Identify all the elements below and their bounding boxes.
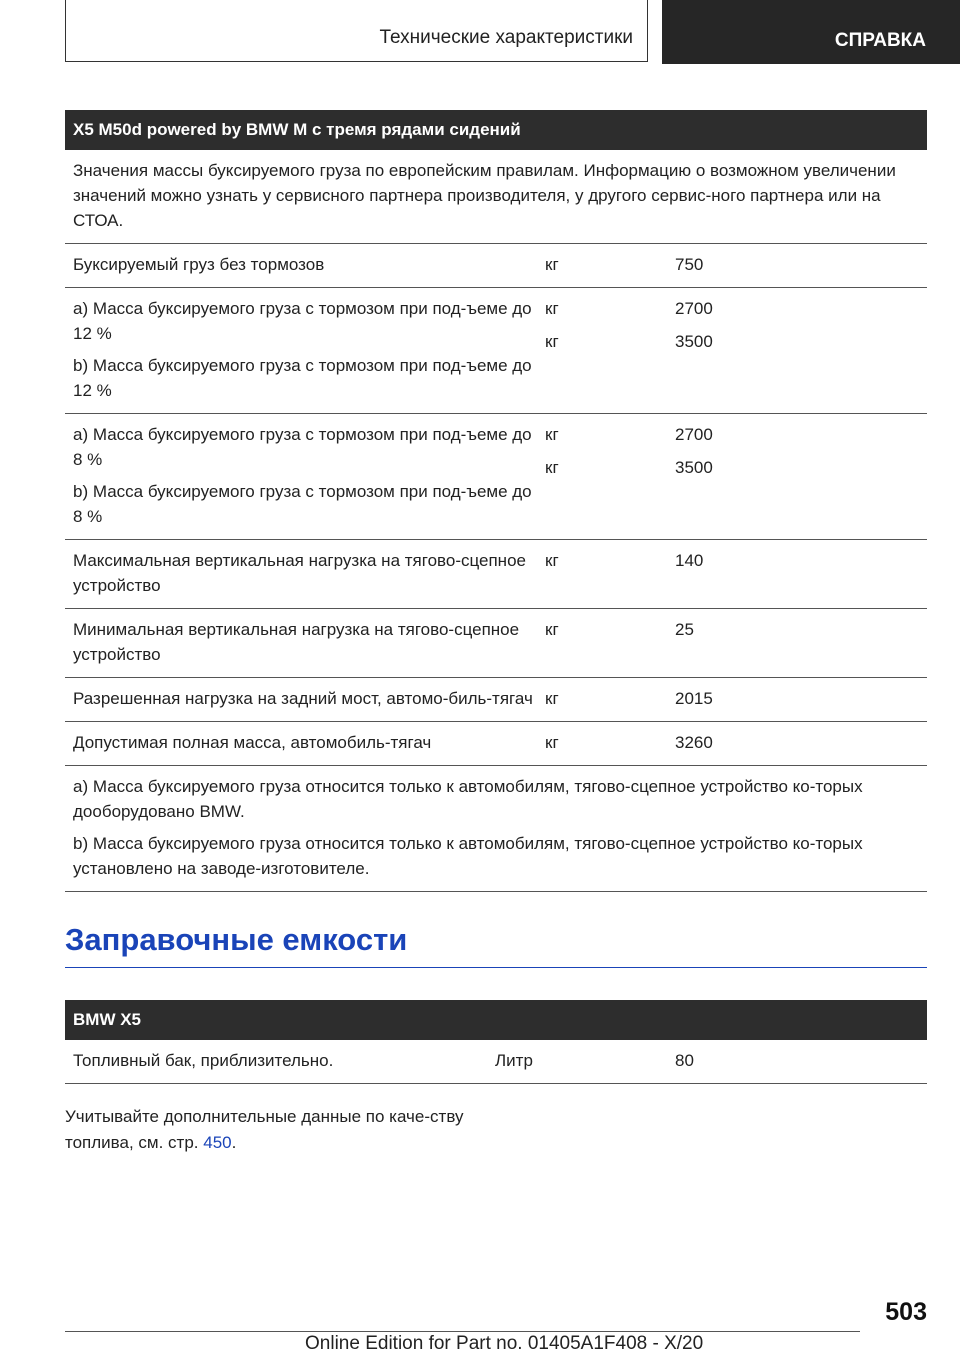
towing-table-title: X5 M50d powered by BMW M с тремя рядами сидений	[65, 110, 927, 150]
row-unit: Литр	[495, 1051, 533, 1070]
row-value-b: 3500	[675, 458, 713, 477]
note-text: Учитывайте дополнительные данные по каче-ству топлива, см. стр.	[65, 1107, 464, 1152]
row-unit: кг	[545, 689, 559, 708]
row-value-b: 3500	[675, 332, 713, 351]
row-label: Буксируемый груз без тормозов	[73, 255, 325, 274]
row-unit: кг	[545, 733, 559, 752]
row-unit: кг	[545, 255, 559, 274]
row-value: 3260	[675, 733, 713, 752]
row-label: Допустимая полная масса, автомобиль-тягач	[73, 733, 432, 752]
row-label-b: b) Масса буксируемого груза с тормозом при под-ъеме до 8 %	[73, 482, 532, 526]
header-section-label: Технические характеристики	[379, 27, 633, 48]
table-row-intro	[65, 150, 927, 244]
row-label: Разрешенная нагрузка на задний мост, автомо-биль-тягач	[73, 689, 533, 708]
table-row	[65, 244, 927, 288]
row-label: Максимальная вертикальная нагрузка на тягово-сцепное устройство	[73, 551, 526, 595]
note-end: .	[231, 1133, 237, 1152]
page-number: 503	[885, 1298, 927, 1326]
row-unit-a: кг	[545, 425, 559, 444]
footer-edition: Online Edition for Part no. 01405A1F408 - X/20	[305, 1333, 704, 1354]
row-label-b: b) Масса буксируемого груза с тормозом при под-ъеме до 12 %	[73, 356, 532, 400]
row-label: Топливный бак, приблизительно.	[73, 1051, 334, 1070]
fuel-quality-note	[65, 1104, 485, 1156]
row-value: 25	[675, 620, 694, 639]
table-row	[65, 1040, 927, 1084]
row-unit: кг	[545, 551, 559, 570]
row-value-a: 2700	[675, 299, 713, 318]
footnote-a: a) Масса буксируемого груза относится только к автомобилям, тягово-сцепное устройство ко-торых дооборудовано BMW.	[73, 777, 863, 821]
footnote-b: b) Масса буксируемого груза относится только к автомобилям, тягово-сцепное устройство ко-торых установлено на заводе-изготовителе.	[73, 834, 863, 878]
table-row	[65, 722, 927, 766]
header-chapter-label: СПРАВКА	[834, 30, 926, 51]
capacity-table-title: BMW X5	[65, 1000, 927, 1040]
row-value: 80	[675, 1051, 694, 1070]
towing-intro-text: Значения массы буксируемого груза по европейским правилам. Информацию о возможном увеличении значений можно узнать у сервисного партнера производителя, у другого сервис-ного партнера или на СТОА.	[73, 161, 896, 230]
row-label-a: a) Масса буксируемого груза с тормозом при под-ъеме до 12 %	[73, 299, 532, 343]
header-section-tab	[65, 0, 648, 62]
row-unit: кг	[545, 620, 559, 639]
section-title: Заправочные емкости	[65, 922, 927, 968]
table-row-footnotes	[65, 766, 927, 892]
table-row	[65, 288, 927, 414]
row-label-a: a) Масса буксируемого груза с тормозом при под-ъеме до 8 %	[73, 425, 532, 469]
row-unit-b: кг	[545, 332, 559, 351]
row-value: 750	[675, 255, 704, 274]
header-chapter-tab	[662, 0, 960, 64]
capacity-table	[65, 1000, 927, 1084]
row-label: Минимальная вертикальная нагрузка на тягово-сцепное устройство	[73, 620, 520, 664]
table-row	[65, 414, 927, 540]
row-unit-a: кг	[545, 299, 559, 318]
footer-divider	[65, 1331, 860, 1332]
table-row	[65, 678, 927, 722]
table-row	[65, 609, 927, 678]
table-row	[65, 540, 927, 609]
row-value-a: 2700	[675, 425, 713, 444]
row-unit-b: кг	[545, 458, 559, 477]
row-value: 140	[675, 551, 704, 570]
towing-table	[65, 110, 927, 892]
page-link[interactable]: 450	[203, 1133, 232, 1152]
row-value: 2015	[675, 689, 713, 708]
